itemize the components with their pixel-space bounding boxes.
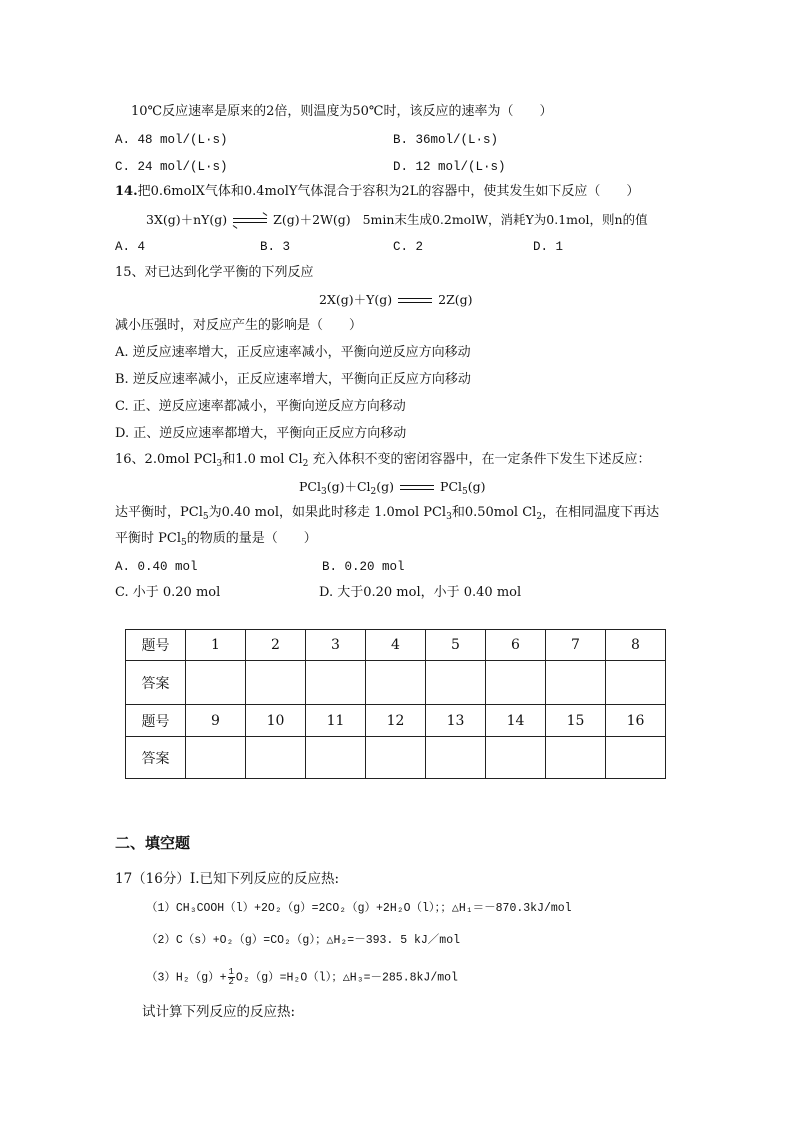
q15-equation xyxy=(319,292,473,308)
answer-cell[interactable] xyxy=(546,737,606,779)
table-cell: 7 xyxy=(546,630,606,661)
q15-option-d: D. 正、逆反应速率都增大，平衡向正反应方向移动 xyxy=(115,426,407,441)
q13-option-d: D. 12 mol/(L·s) xyxy=(393,160,506,174)
answer-cell[interactable] xyxy=(246,737,306,779)
answer-cell[interactable] xyxy=(366,661,426,705)
q14-option-d: D. 1 xyxy=(533,240,564,254)
answer-cell[interactable] xyxy=(546,661,606,705)
q13-option-a: A. 48 mol/(L·s) xyxy=(115,133,228,147)
q16-line1-d: ，在相同温度下再达 xyxy=(542,505,660,520)
fraction-one-half xyxy=(228,968,235,987)
table-cell: 15 xyxy=(546,705,606,737)
answer-cell[interactable] xyxy=(606,661,666,705)
q16-option-d: D. 大于0.20 mol，小于 0.40 mol xyxy=(319,585,522,600)
table-cell: 6 xyxy=(486,630,546,661)
q17-tail: 试计算下列反应的反应热: xyxy=(142,1004,296,1020)
q17-r3-part-b: O₂（g）=H₂O（l）；△H₃=－285.8kJ/mol xyxy=(235,971,458,985)
equilibrium-arrow-icon xyxy=(398,296,432,306)
answer-cell[interactable] xyxy=(486,661,546,705)
q13-option-b: B. 36mol/(L·s) xyxy=(393,133,499,147)
table-cell: 16 xyxy=(606,705,666,737)
table-cell: 9 xyxy=(186,705,246,737)
table-label-ans: 答案 xyxy=(126,661,186,705)
q16-eq-mid: (g)＋Cl xyxy=(326,479,371,494)
answer-cell[interactable] xyxy=(186,661,246,705)
answer-cell[interactable] xyxy=(186,737,246,779)
q15-eq-left: 2X(g)＋Y(g) xyxy=(319,292,393,307)
q16-equation: $PCl_3(g)+Cl_2(g)$ PCl$_5$(g) xyxy=(299,479,486,497)
q15-option-b: B. 逆反应速率减小，正反应速率增大，平衡向正反应方向移动 xyxy=(115,372,471,387)
table-label-ans: 答案 xyxy=(126,737,186,779)
equilibrium-arrow-icon xyxy=(233,216,267,226)
q16-line1-c: 和0.50mol Cl xyxy=(451,505,537,520)
q16-line1-b: 为0.40 mol，如果此时移走 1.0mol PCl xyxy=(208,505,447,520)
answer-table xyxy=(125,629,666,779)
q16-line1: 达平衡时，PCl$_5$为0.40 mol，如果此时移走 1.0mol PCl$_3$和0.50mol $Cl_2$，在相同温度下再达 xyxy=(115,505,660,522)
q15-option-c: C. 正、逆反应速率都减小，平衡向逆反应方向移动 xyxy=(115,399,406,414)
answer-cell[interactable] xyxy=(426,661,486,705)
q17-r3-part-a: （3）H₂（g）+ xyxy=(146,971,227,985)
answer-cell[interactable] xyxy=(366,737,426,779)
q16-option-c: C. 小于 0.20 mol xyxy=(115,585,221,600)
q16-eq-g: (g) xyxy=(376,479,395,494)
q14-eq-left: 3X(g)＋nY(g) xyxy=(146,212,228,227)
table-row xyxy=(126,630,666,661)
table-cell: 10 xyxy=(246,705,306,737)
q14-stem: 把0.6molX气体和0.4molY气体混合于容积为2L的容器中，使其发生如下反应（ ） xyxy=(137,184,640,199)
q16-line1-a: 达平衡时，PCl xyxy=(115,505,203,520)
q16-line2: 平衡时 PCl$_5$的物质的量是（ ） xyxy=(115,531,317,548)
answer-cell[interactable] xyxy=(486,737,546,779)
answer-cell[interactable] xyxy=(306,737,366,779)
q16-stem-part-b: 和1.0 mol Cl xyxy=(222,452,303,467)
table-cell: 4 xyxy=(366,630,426,661)
q14-number: 14. xyxy=(115,184,138,199)
q14-eq-right: Z(g)＋2W(g) xyxy=(273,212,351,227)
answer-cell[interactable] xyxy=(246,661,306,705)
q14-question xyxy=(115,184,639,200)
q17-reaction-1: （1）CH₃COOH（l）+2O₂（g）=2CO₂（g）+2H₂O（l）；；△H₁＝－870.3kJ/mol xyxy=(146,902,572,915)
q14-equation xyxy=(146,212,648,228)
q13-option-c: C. 24 mol/(L·s) xyxy=(115,160,228,174)
table-cell: 1 xyxy=(186,630,246,661)
q17-reaction-2: （2）C（s）+O₂（g）=CO₂（g）；△H₂=－393. 5 kJ／mol xyxy=(146,934,461,947)
q13-stem: 10℃反应速率是原来的2倍，则温度为50℃时，该反应的速率为（ ） xyxy=(131,104,553,119)
q16-eq-right: PCl xyxy=(440,479,463,494)
q16-option-b: B. 0.20 mol xyxy=(322,560,405,574)
table-cell: 3 xyxy=(306,630,366,661)
q14-option-a: A. 4 xyxy=(115,240,146,254)
q16-line2-b: 的物质的量是（ ） xyxy=(186,531,317,546)
q16-stem: 16、2.0mol PCl$_3$和1.0 mol $Cl_2$ 充入体积不变的密闭容器中，在一定条件下发生下述反应： xyxy=(115,452,651,469)
q14-option-c: C. 2 xyxy=(393,240,424,254)
q17-head: 17（16分）Ⅰ.已知下列反应的反应热: xyxy=(115,871,340,887)
table-cell: 12 xyxy=(366,705,426,737)
q16-eq-left: PCl xyxy=(299,479,321,494)
table-cell: 2 xyxy=(246,630,306,661)
q16-stem-part-c: 充入体积不变的密闭容器中，在一定条件下发生下述反应： xyxy=(308,452,651,467)
q16-stem-part-a: 16、2.0mol PCl xyxy=(115,452,217,467)
table-cell: 8 xyxy=(606,630,666,661)
section-heading: 二、填空题 xyxy=(115,834,191,852)
table-cell: 5 xyxy=(426,630,486,661)
fraction-numerator: 1 xyxy=(228,967,234,977)
q15-option-a: A. 逆反应速率增大，正反应速率减小，平衡向逆反应方向移动 xyxy=(115,345,471,360)
q15-stem: 15、对已达到化学平衡的下列反应 xyxy=(115,265,314,280)
table-cell: 13 xyxy=(426,705,486,737)
table-label-num: 题号 xyxy=(126,705,186,737)
equilibrium-arrow-icon xyxy=(400,483,434,493)
q16-line2-a: 平衡时 PCl xyxy=(115,531,181,546)
table-row xyxy=(126,737,666,779)
answer-cell[interactable] xyxy=(306,661,366,705)
answer-cell[interactable] xyxy=(426,737,486,779)
table-label-num: 题号 xyxy=(126,630,186,661)
table-cell: 14 xyxy=(486,705,546,737)
answer-cell[interactable] xyxy=(606,737,666,779)
q16-eq-right-g: (g) xyxy=(467,479,486,494)
fraction-denominator: 2 xyxy=(228,977,234,987)
q15-sub: 减小压强时，对反应产生的影响是（ ） xyxy=(115,318,363,333)
q14-eq-tail: 5min末生成0.2molW，消耗Y为0.1mol，则n的值 xyxy=(362,212,648,227)
q15-eq-right: 2Z(g) xyxy=(438,292,473,307)
table-row xyxy=(126,661,666,705)
table-row xyxy=(126,705,666,737)
q17-reaction-3 xyxy=(146,968,458,987)
table-cell: 11 xyxy=(306,705,366,737)
q14-option-b: B. 3 xyxy=(260,240,291,254)
q16-option-a: A. 0.40 mol xyxy=(115,560,198,574)
